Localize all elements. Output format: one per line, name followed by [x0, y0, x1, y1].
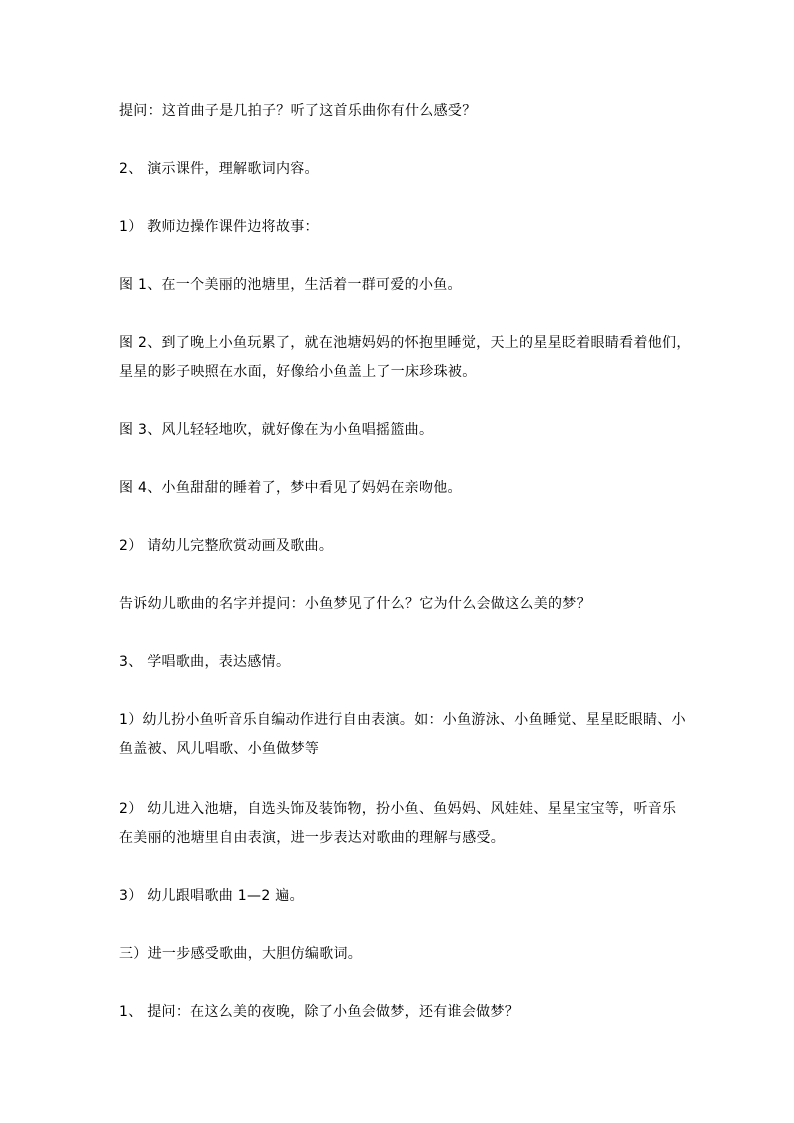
paragraph-step-1-question	[119, 998, 679, 1027]
paragraph-substep-2-pond	[119, 795, 679, 853]
text-line: 3） 幼儿跟唱歌曲 1—2 遍。	[119, 888, 304, 904]
text-line: 2） 请幼儿完整欣赏动画及歌曲。	[119, 538, 334, 554]
text-line: 三）进一步感受歌曲，大胆仿编歌词。	[119, 946, 363, 962]
paragraph-substep-1-performance	[119, 706, 686, 764]
paragraph-figure-2	[119, 329, 691, 387]
text-line: 图 1、在一个美丽的池塘里，生活着一群可爱的小鱼。	[119, 277, 462, 293]
paragraph-question-tempo	[119, 97, 679, 126]
text-line: 鱼盖被、风儿唱歌、小鱼做梦等	[119, 741, 320, 757]
text-line: 图 4、小鱼甜甜的睡着了，梦中看见了妈妈在亲吻他。	[119, 480, 462, 496]
paragraph-step-3-learn-song	[119, 648, 679, 677]
paragraph-substep-3-sing-along	[119, 882, 679, 911]
paragraph-substep-2-watch	[119, 532, 679, 561]
paragraph-figure-4	[119, 474, 679, 503]
text-line: 图 3、风儿轻轻地吹，就好像在为小鱼唱摇篮曲。	[119, 422, 434, 438]
paragraph-substep-1-teacher-story	[119, 213, 679, 242]
text-line: 在美丽的池塘里自由表演，进一步表达对歌曲的理解与感受。	[119, 830, 506, 846]
text-line: 星星的影子映照在水面，好像给小鱼盖上了一床珍珠被。	[119, 364, 477, 380]
paragraph-figure-3	[119, 416, 679, 445]
paragraph-section-3	[119, 940, 679, 969]
paragraph-tell-song-name	[119, 590, 679, 619]
text-line: 1） 教师边操作课件边将故事：	[119, 219, 319, 235]
text-line: 提问：这首曲子是几拍子？听了这首乐曲你有什么感受？	[119, 103, 477, 119]
text-line: 告诉幼儿歌曲的名字并提问：小鱼梦见了什么？它为什么会做这么美的梦？	[119, 596, 591, 612]
text-line: 2、 演示课件，理解歌词内容。	[119, 161, 319, 177]
text-line: 1、 提问：在这么美的夜晚，除了小鱼会做梦，还有谁会做梦？	[119, 1004, 520, 1020]
text-line: 1）幼儿扮小鱼听音乐自编动作进行自由表演。如：小鱼游泳、小鱼睡觉、星星眨眼睛、小	[119, 712, 686, 728]
text-line: 图 2、到了晚上小鱼玩累了，就在池塘妈妈的怀抱里睡觉，天上的星星眨着眼睛看着他们，	[119, 335, 691, 351]
paragraph-step-2-courseware	[119, 155, 679, 184]
text-line: 2） 幼儿进入池塘，自选头饰及装饰物，扮小鱼、鱼妈妈、风娃娃、星星宝宝等，听音乐	[119, 801, 677, 817]
paragraph-figure-1	[119, 271, 679, 300]
text-line: 3、 学唱歌曲，表达感情。	[119, 654, 291, 670]
